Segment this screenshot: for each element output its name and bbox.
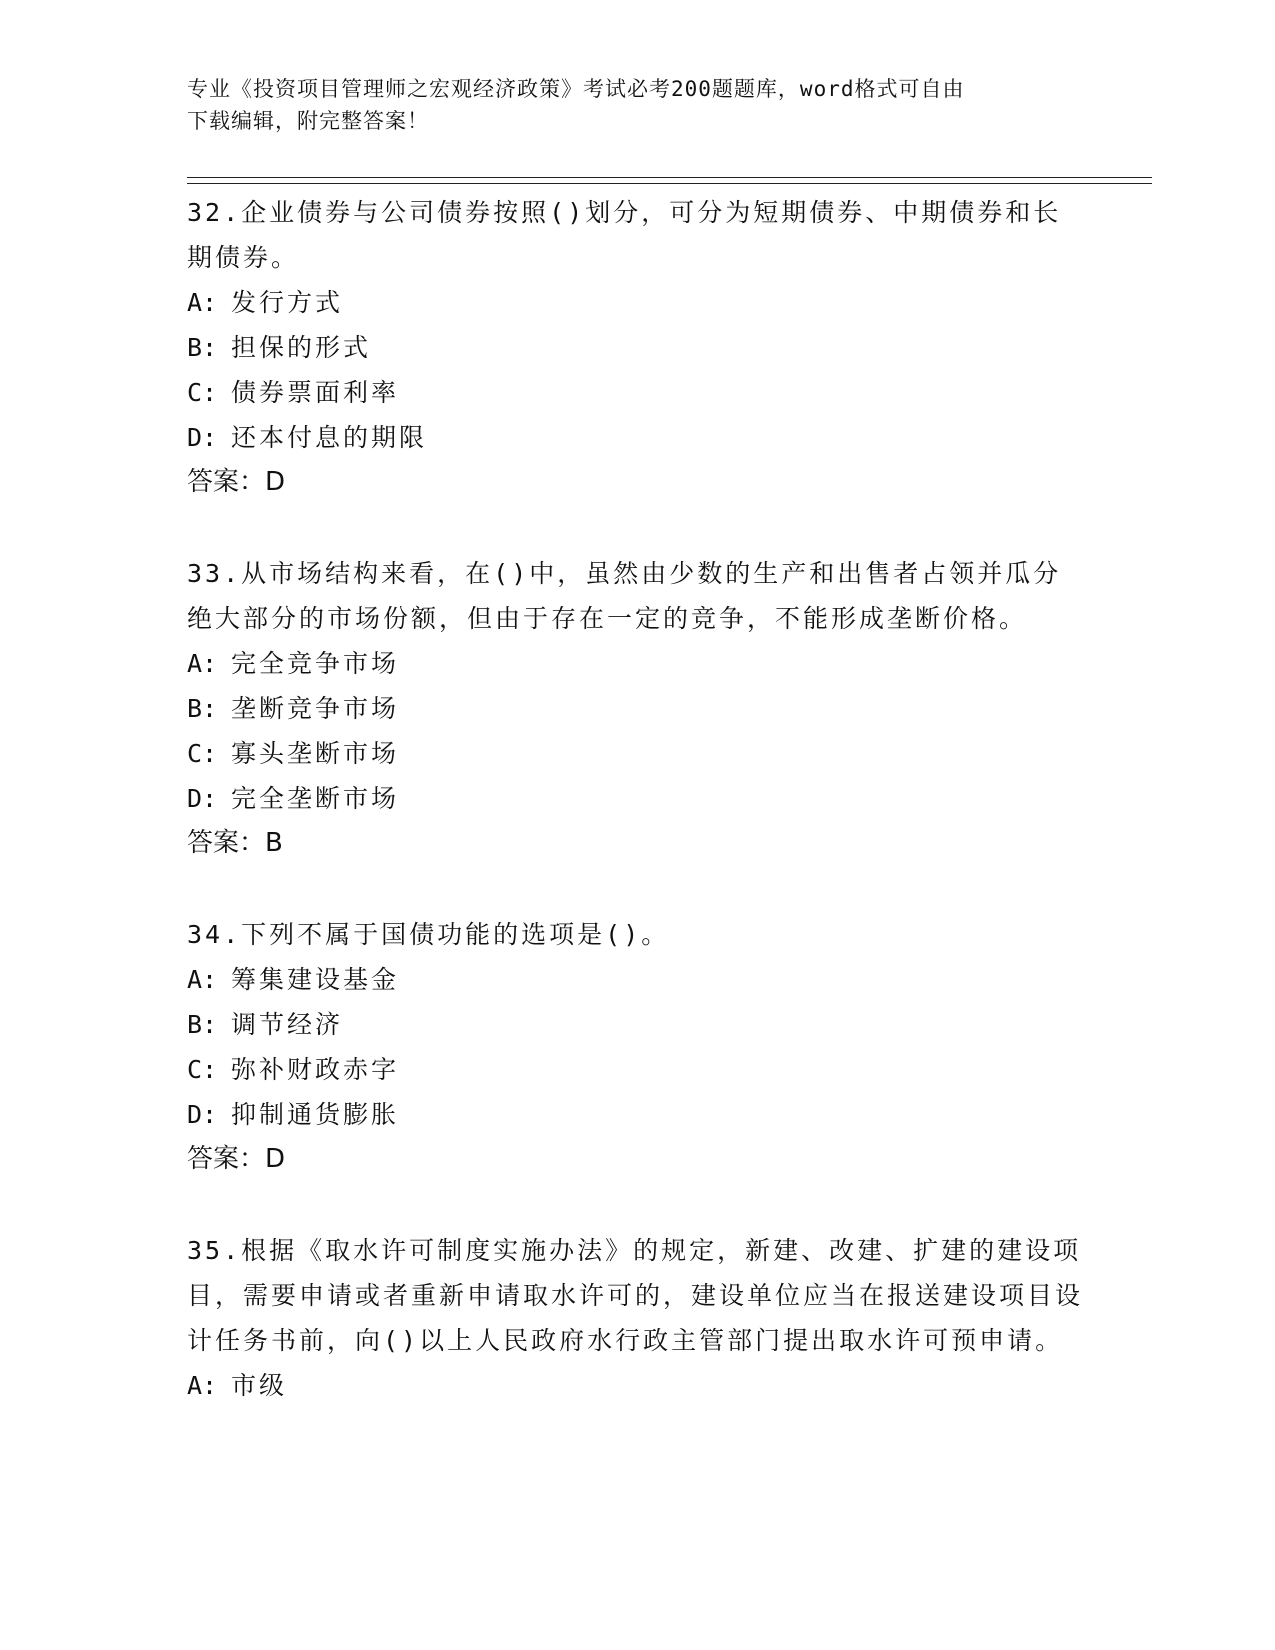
answer-label: 答案： [187,1144,266,1174]
question-text: 34.下列不属于国债功能的选项是()。 [187,920,670,949]
option-d [187,776,1087,821]
option-text: 发行方式 [231,288,344,317]
option-a [187,280,1087,325]
option-d [187,1092,1087,1137]
option-letter: C: [187,378,218,407]
option-text: 寡头垄断市场 [231,739,400,768]
option-c [187,1047,1087,1092]
option-b [187,686,1087,731]
answer-line [187,460,1087,505]
option-letter: A: [187,649,218,678]
header-divider-top [187,177,1152,178]
option-letter: A: [187,1371,218,1400]
answer-label: 答案： [187,828,266,858]
option-letter: B: [187,1010,218,1039]
option-b [187,1002,1087,1047]
question-33 [187,551,1087,866]
option-a [187,641,1087,686]
question-text: 33.从市场结构来看，在()中，虽然由少数的生产和出售者占领并瓜分绝大部分的市场份额，但由于存在一定的竞争，不能形成垄断价格。 [187,559,1062,633]
question-text: 32.企业债券与公司债券按照()划分，可分为短期债券、中期债券和长期债券。 [187,198,1062,272]
option-letter: B: [187,694,218,723]
option-letter: D: [187,784,218,813]
option-a [187,1363,1087,1408]
question-32 [187,190,1087,505]
answer-line [187,1137,1087,1182]
question-text: 35.根据《取水许可制度实施办法》的规定，新建、改建、扩建的建设项目，需要申请或者重新申请取水许可的，建设单位应当在报送建设项目设计任务书前，向()以上人民政府水行政主管部门提出取水许可预申请。 [187,1236,1084,1355]
question-list [187,190,1087,1454]
option-letter: C: [187,739,218,768]
answer-value: B [265,828,283,858]
header-line-2: 下载编辑，附完整答案！ [187,109,429,133]
option-text: 筹集建设基金 [231,965,400,994]
option-text: 债券票面利率 [231,378,400,407]
option-letter: A: [187,965,218,994]
option-letter: A: [187,288,218,317]
document-header [187,73,1067,137]
option-d [187,415,1087,460]
option-c [187,731,1087,776]
option-c [187,370,1087,415]
option-letter: B: [187,333,218,362]
option-text: 还本付息的期限 [231,423,428,452]
header-divider-bottom [187,183,1152,184]
option-text: 担保的形式 [231,333,372,362]
question-34 [187,912,1087,1182]
option-letter: C: [187,1055,218,1084]
option-letter: D: [187,423,218,452]
option-text: 垄断竞争市场 [231,694,400,723]
answer-value: D [265,1144,286,1174]
option-text: 市级 [231,1371,288,1400]
option-text: 完全竞争市场 [231,649,400,678]
answer-value: D [265,467,286,497]
option-b [187,325,1087,370]
header-line-1: 专业《投资项目管理师之宏观经济政策》考试必考200题题库，word格式可自由 [187,77,965,101]
option-letter: D: [187,1100,218,1129]
question-35 [187,1228,1087,1408]
option-text: 弥补财政赤字 [231,1055,400,1084]
option-text: 抑制通货膨胀 [231,1100,400,1129]
answer-line [187,821,1087,866]
option-text: 调节经济 [231,1010,344,1039]
answer-label: 答案： [187,467,266,497]
option-text: 完全垄断市场 [231,784,400,813]
option-a [187,957,1087,1002]
